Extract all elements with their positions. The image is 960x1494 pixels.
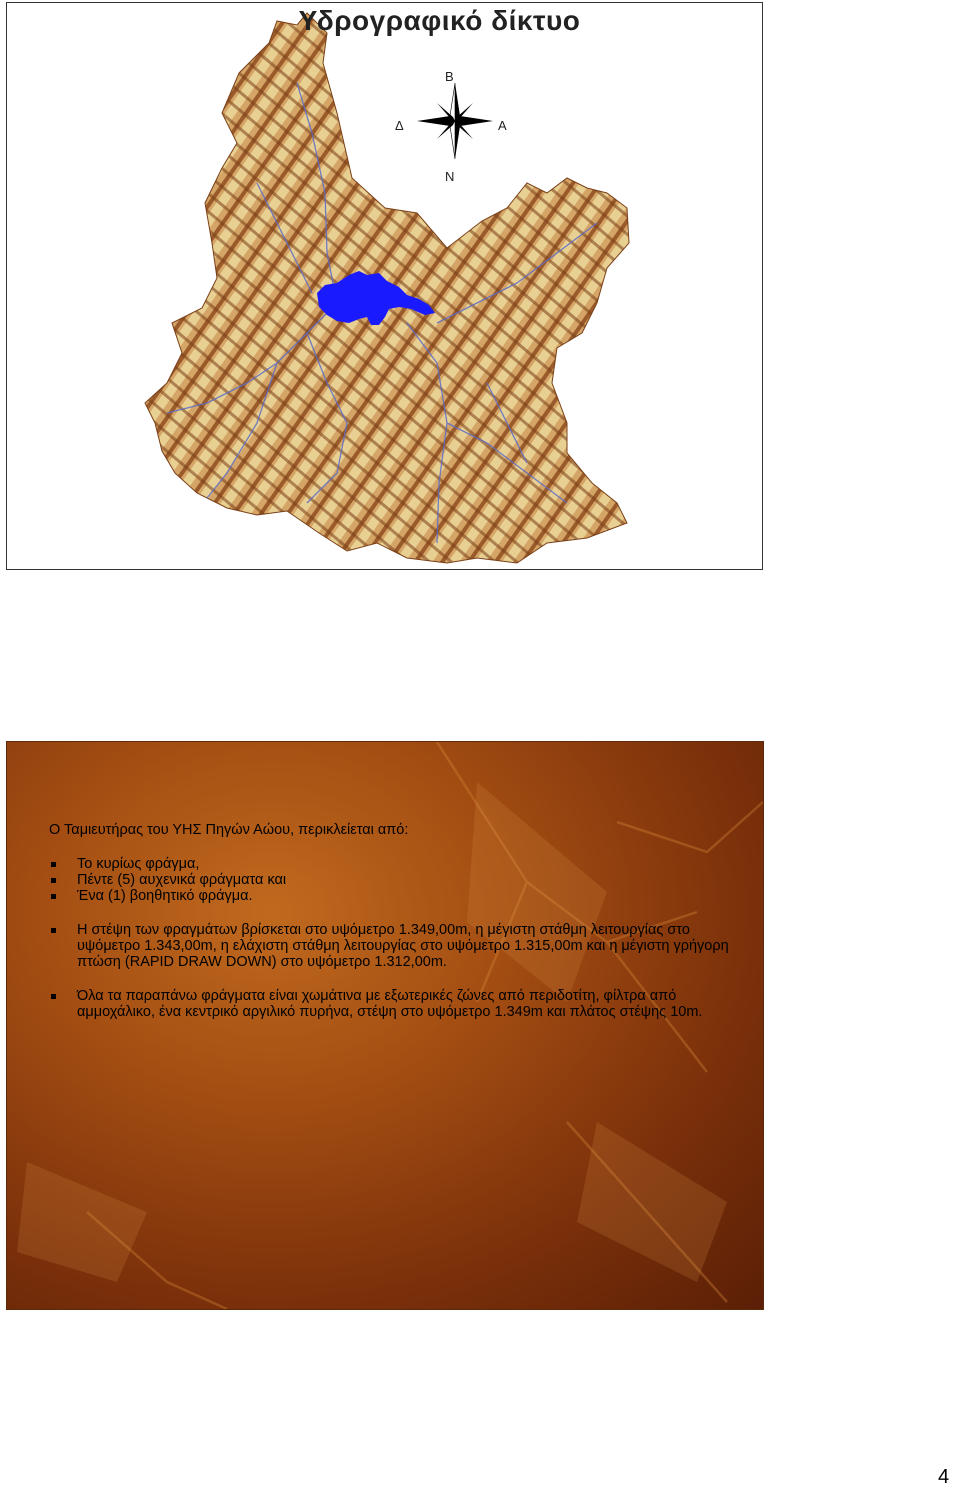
list-item: Όλα τα παραπάνω φράγματα είναι χωμάτινα με εξωτερικές ζώνες από περιδοτίτη, φίλτρα από αμμοχάλικο, ένα κεντρικό αργιλικό πυρήνα, στέψη στο υψόμετρο 1.349m και πλάτος στέψης 10m. [49,988,729,1020]
compass-north-label: Β [445,69,454,84]
elevation-list [49,922,729,970]
compass-south-label: Ν [445,169,455,184]
list-item: Πέντε (5) αυχενικά φράγματα και [49,872,729,888]
text-slide [6,741,764,1310]
map-slide [6,2,763,570]
compass-east-label: Α [498,118,507,133]
map-title: Υδρογραφικό δίκτυο [298,5,581,36]
page-number: 4 [938,1466,950,1488]
intro-text: Ο Ταμιευτήρας του ΥΗΣ Πηγών Αώου, περικλείεται από: [49,822,409,838]
list-item: Ένα (1) βοηθητικό φράγμα. [49,888,729,904]
compass-west-label: Δ [395,118,404,133]
construction-list [49,988,729,1020]
terrain-map [7,3,762,569]
compass-rose-icon [417,83,493,159]
dam-list [49,856,729,904]
slide-body [49,822,729,1038]
list-item: Η στέψη των φραγμάτων βρίσκεται στο υψόμετρο 1.349,00m, η μέγιστη στάθμη λειτουργίας στο υψόμετρο 1.343,00m, η ελάχιστη στάθμη λειτουργίας στο υψόμετρο 1.315,00m και η μέγιστη γρήγορη πτώση (RAPID DRAW DOWN) στο υψόμετρο 1.312,00m. [49,922,729,970]
list-item: Το κυρίως φράγμα, [49,856,729,872]
